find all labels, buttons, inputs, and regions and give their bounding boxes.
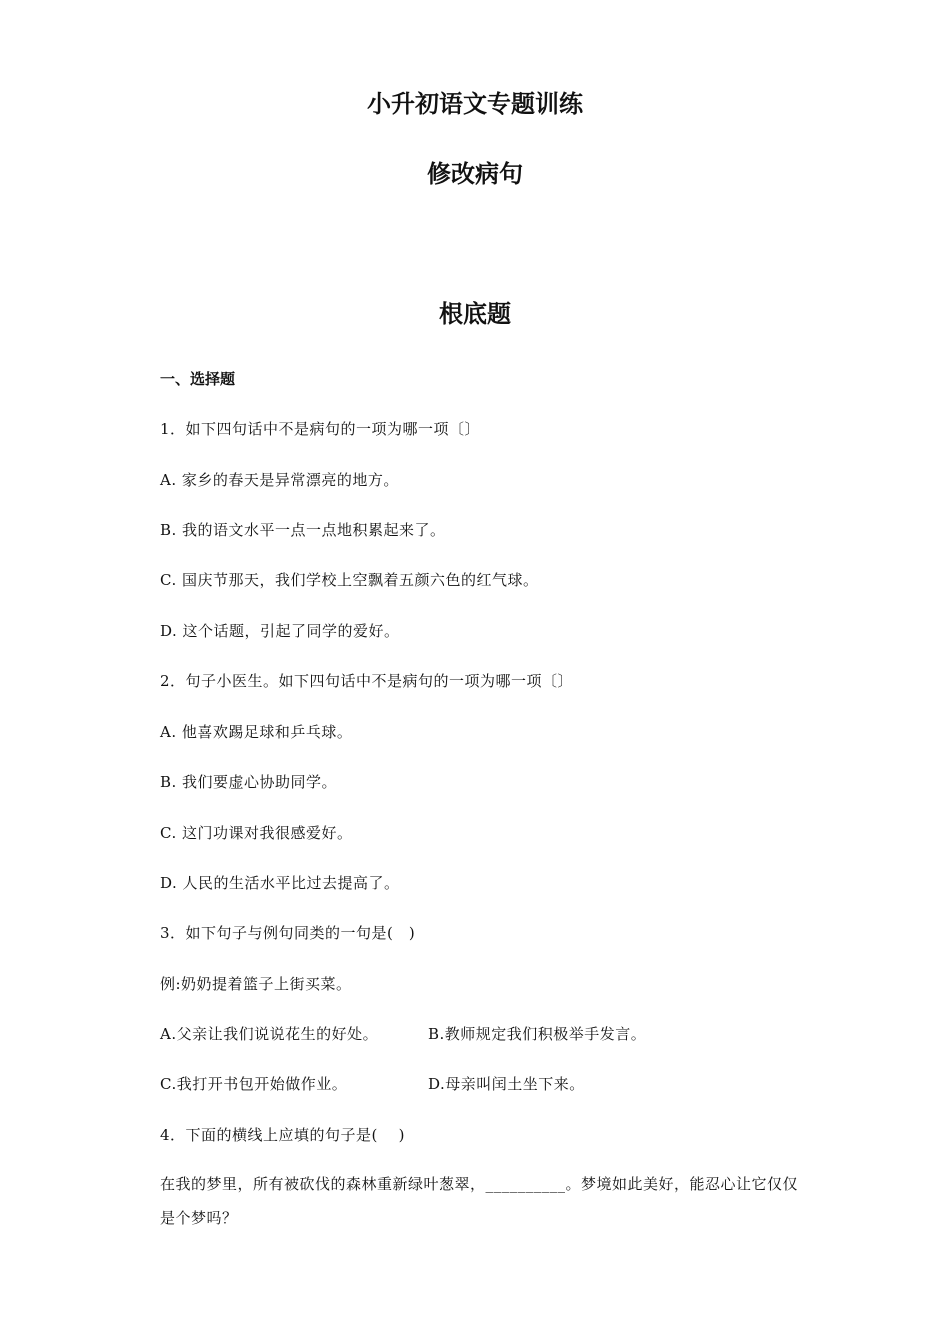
question-1-option-d: D. 这个话题，引起了同学的爱好。	[160, 622, 400, 640]
question-1-stem: 1．如下四句话中不是病句的一项为哪一项〔〕	[160, 420, 481, 438]
question-2-stem: 2．句子小医生。如下四句话中不是病句的一项为哪一项〔〕	[160, 672, 574, 690]
section-heading: 一、选择题	[160, 370, 236, 388]
question-3-option-a: A.父亲让我们说说花生的好处。	[160, 1025, 379, 1043]
question-3-option-b: B.教师规定我们积极举手发言。	[428, 1025, 647, 1043]
question-2-option-a: A. 他喜欢踢足球和乒乓球。	[160, 723, 353, 741]
question-1-option-b: B. 我的语文水平一点一点地积累起来了。	[160, 521, 446, 539]
question-1-option-a: A. 家乡的春天是异常漂亮的地方。	[160, 471, 399, 489]
document-subtitle: 修改病句	[427, 159, 523, 188]
level-heading: 根底题	[439, 299, 511, 328]
document-title: 小升初语文专题训练	[367, 89, 583, 118]
question-2-option-c: C. 这门功课对我很感爱好。	[160, 824, 353, 842]
question-3-stem: 3．如下句子与例句同类的一句是( )	[160, 924, 416, 942]
question-1-option-c: C. 国庆节那天，我们学校上空飘着五颜六色的红气球。	[160, 571, 539, 589]
question-3-option-d: D.母亲叫闰土坐下来。	[428, 1075, 585, 1093]
question-2-option-d: D. 人民的生活水平比过去提高了。	[160, 874, 400, 892]
question-2-option-b: B. 我们要虚心协助同学。	[160, 773, 338, 791]
question-3-example: 例:奶奶提着篮子上街买菜。	[160, 975, 352, 993]
question-4-stem: 4．下面的横线上应填的句子是( )	[160, 1126, 406, 1144]
question-3-option-c: C.我打开书包开始做作业。	[160, 1075, 348, 1093]
question-4-passage: 在我的梦里，所有被砍伐的森林重新绿叶葱翠，__________。梦境如此美好，能忍心让它仅仅是个梦吗？	[160, 1175, 799, 1227]
